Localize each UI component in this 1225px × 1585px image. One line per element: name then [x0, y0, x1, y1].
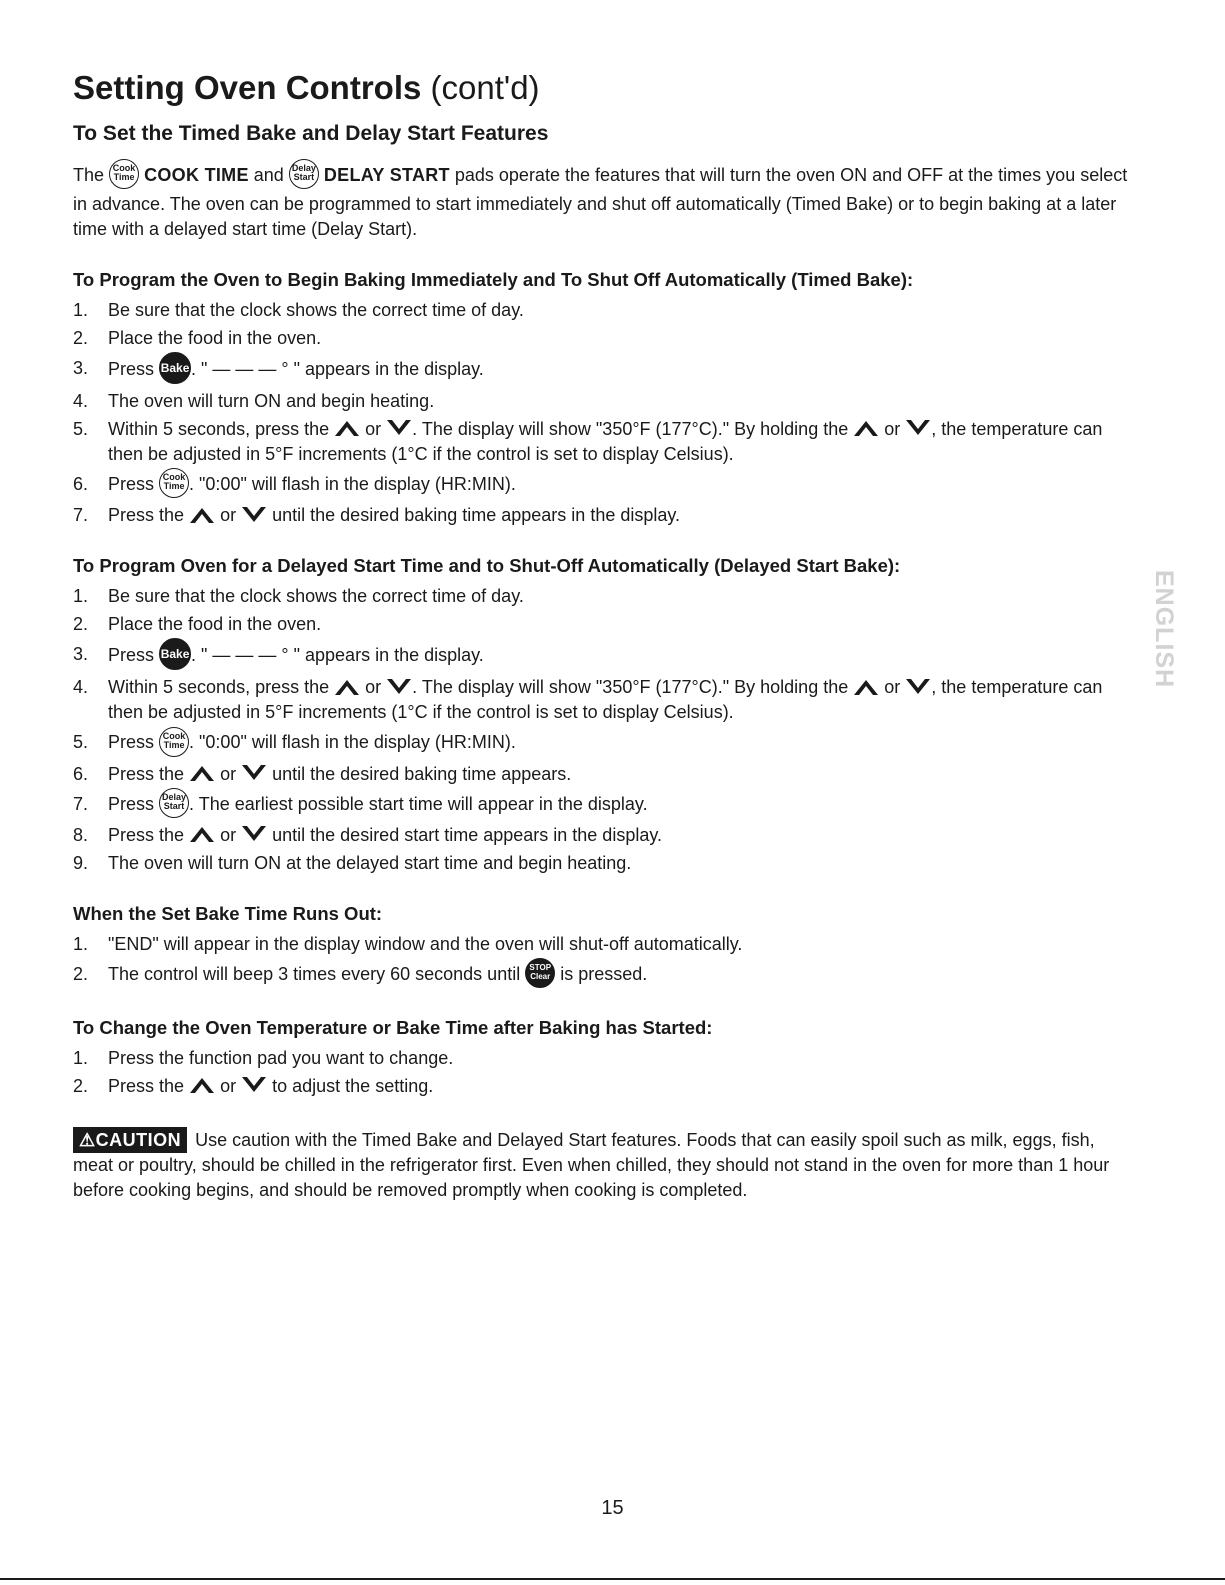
list-item: 1. Be sure that the clock shows the correct time of day. — [73, 586, 524, 607]
list-item: 5. Press Cook Time . "0:00" will flash in the display (HR:MIN). — [73, 728, 1133, 758]
language-side-tab: ENGLISH — [1150, 570, 1178, 689]
bottom-divider — [0, 1578, 1225, 1580]
list-item: 7. Press Delay Start . The earliest possible start time will appear in the display. — [73, 790, 1133, 820]
down-arrow-icon — [905, 678, 931, 696]
delayed-bake-heading: To Program Oven for a Delayed Start Time and to Shut-Off Automatically (Delayed Start Bake): — [73, 555, 901, 577]
list-item: 2. Place the food in the oven. — [73, 328, 322, 348]
up-arrow-icon — [189, 825, 215, 843]
delay-start-pad-icon: Delay Start — [159, 788, 189, 818]
list-item: 3. Press Bake. " — — — ° " appears in the display. — [73, 640, 1133, 672]
list-item: 5. Within 5 seconds, press the or . The display will show "350°F (177°C)." By holding the or , the temperature can then be adjusted in 5°F increments (1°C if the control is set to display Celsius). — [73, 419, 1103, 464]
up-arrow-icon — [189, 764, 215, 782]
list-item: 4. Within 5 seconds, press the or . The display will show "350°F (177°C)." By holding the or , the temperature can then be adjusted in 5°F increments (1°C if the control is set to display Celsius). — [73, 677, 1103, 723]
list-item: 2. Place the food in the oven. — [73, 614, 322, 635]
cook-time-pad-icon: Cook Time — [159, 727, 189, 757]
down-arrow-icon — [241, 1076, 267, 1094]
down-arrow-icon — [386, 678, 412, 696]
list-item: 7. Press the or until the desired baking time appears in the display. — [73, 505, 681, 526]
section-subtitle: To Set the Timed Bake and Delay Start Features — [73, 122, 549, 145]
caution-notice: ⚠CAUTION Use caution with the Timed Bake and Delayed Start features. Foods that can easily spoil such as milk, eggs, fish, meat or poultry, should be chilled in the refrigerator first. Even when chilled, they should not stand in the oven for more than 1 hour before cooking begins, and should be removed promptly when cooking is completed. — [73, 1127, 1133, 1203]
list-item: 1. "END" will appear in the display window and the oven will shut-off automatically. — [73, 933, 743, 954]
up-arrow-icon — [334, 678, 360, 696]
caution-badge: ⚠CAUTION — [73, 1127, 187, 1153]
list-item: 6. Press the or until the desired baking time appears. — [73, 763, 572, 784]
stop-clear-pad-icon: STOP Clear — [525, 958, 555, 988]
cook-time-pad-icon: Cook Time — [109, 159, 139, 189]
intro-paragraph: The Cook Time COOK TIME and Delay Start DELAY START pads operate the features that will turn the oven ON and OFF at the times you select in advance. The oven can be programmed to start immediately and shut off automatically (Timed Bake) or to begin baking at a later time with a delayed start time (Delay Start). — [73, 158, 1133, 242]
list-item: 4. The oven will turn ON and begin heating. — [73, 391, 435, 411]
down-arrow-icon — [241, 825, 267, 843]
delayed-bake-steps — [73, 584, 1133, 876]
page-number: 15 — [601, 1497, 624, 1519]
down-arrow-icon — [386, 419, 412, 437]
up-arrow-icon — [189, 506, 215, 524]
bake-pad-icon: Bake — [159, 638, 191, 670]
list-item: 2. The control will beep 3 times every 60 seconds until STOP Clear is pressed. — [73, 960, 1133, 990]
up-arrow-icon — [334, 419, 360, 437]
change-heading: To Change the Oven Temperature or Bake Time after Baking has Started: — [73, 1017, 713, 1038]
list-item: 9. The oven will turn ON at the delayed start time and begin heating. — [73, 852, 632, 873]
cook-time-pad-icon: Cook Time — [159, 468, 189, 498]
timed-bake-steps — [73, 298, 1133, 528]
list-item: 8. Press the or until the desired start time appears in the display. — [73, 824, 662, 845]
down-arrow-icon — [905, 419, 931, 437]
runs-out-heading: When the Set Bake Time Runs Out: — [73, 902, 383, 924]
list-item: 1. Be sure that the clock shows the correct time of day. — [73, 300, 524, 320]
down-arrow-icon — [241, 506, 267, 524]
manual-page — [73, 66, 1133, 1203]
list-item: 6. Press Cook Time . "0:00" will flash in the display (HR:MIN). — [73, 470, 1133, 500]
up-arrow-icon — [853, 678, 879, 696]
up-arrow-icon — [853, 419, 879, 437]
runs-out-steps — [73, 932, 1133, 990]
up-arrow-icon — [189, 1076, 215, 1094]
bake-pad-icon: Bake — [159, 352, 191, 384]
down-arrow-icon — [241, 764, 267, 782]
page-title: Setting Oven Controls (cont'd) — [73, 69, 540, 106]
list-item: 3. Press Bake. " — — — ° " appears in the display. — [73, 354, 1133, 386]
list-item: 1. Press the function pad you want to change. — [73, 1048, 454, 1068]
timed-bake-heading: To Program the Oven to Begin Baking Immediately and To Shut Off Automatically (Timed Bake): — [73, 269, 914, 290]
delay-start-pad-icon: Delay Start — [289, 159, 319, 189]
change-steps — [73, 1046, 1133, 1099]
list-item: 2. Press the or to adjust the setting. — [73, 1076, 434, 1096]
